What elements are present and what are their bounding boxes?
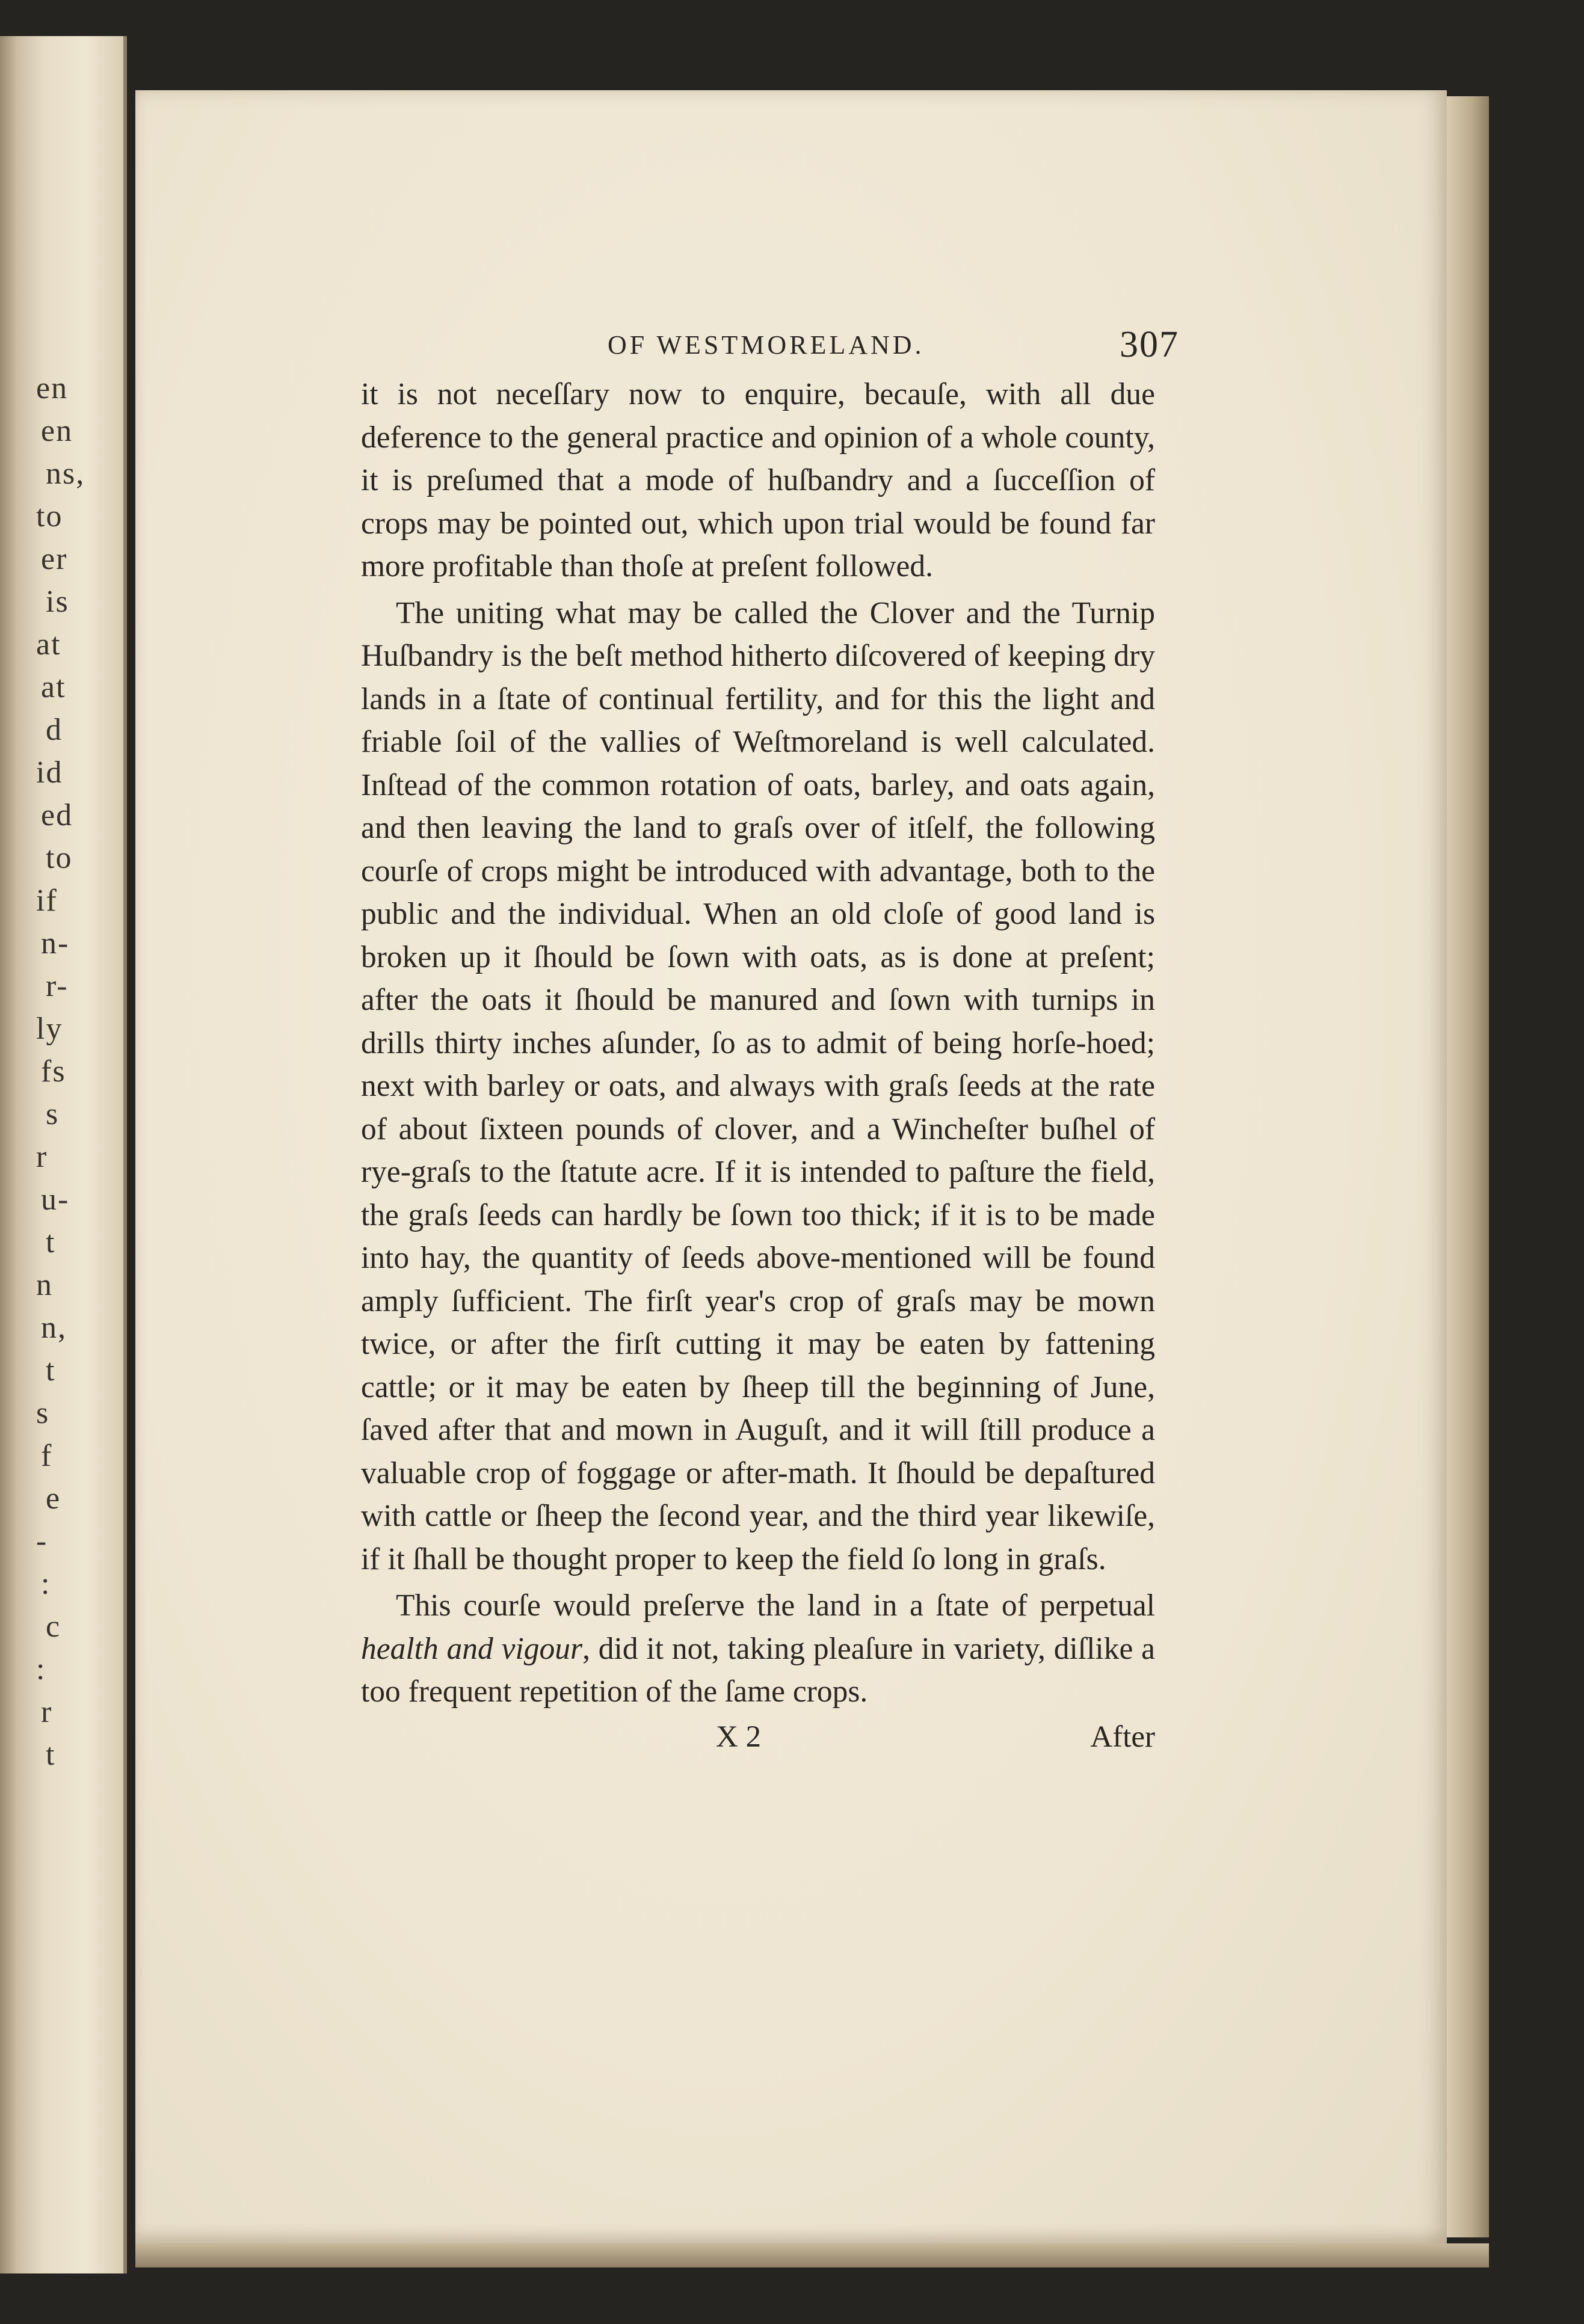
page-number: 307	[1120, 324, 1179, 365]
page-footer	[361, 1717, 1155, 1760]
left-page-fragment: ed	[41, 798, 73, 832]
left-page-fragment: e	[46, 1481, 61, 1516]
left-page-fragment: if	[36, 884, 58, 918]
left-page-fragment: t	[46, 1353, 56, 1388]
paragraph-3-italic: health and vigour	[361, 1631, 583, 1666]
left-facing-page	[0, 36, 127, 2273]
left-page-fragment: id	[36, 755, 63, 790]
running-head	[361, 319, 1179, 373]
paragraph-3	[361, 1584, 1155, 1714]
left-page-fragment: u-	[41, 1182, 70, 1217]
paragraph-2: The uniting what may be called the Clover and the Turnip Huſbandry is the beſt method hitherto diſcovered of keeping dry lands in a ſtate of continual fertility, and for this the light and friable ſoil of the vallies of Weſtmoreland is well calculated. Inſtead of the common rotation of oats, barley, and oats again, and then leaving the land to graſs over of itſelf, the following courſe of crops might be introduced with advantage, both to the public and the individual. When an old cloſe of good land is broken up it ſhould be ſown with oats, as is done at preſent; after the oats it ſhould be manured and ſown with turnips in drills thirty inches aſunder, ſo as to admit of being horſe-hoed; next with barley or oats, and always with graſs ſeeds at the rate of about ſixteen pounds of clover, and a Wincheſter buſhel of rye-graſs to the ſtatute acre. If it is intended to paſture the field, the graſs ſeeds can hardly be ſown too thick; if it is to be made into hay, the quantity of ſeeds above-mentioned will be found amply ſufficient. The firſt year's crop of graſs may be mown twice, or after the firſt cutting it may be eaten by fattening cattle; or it may be eaten by ſheep till the beginning of June, ſaved after that and mown in Auguſt, and it will ſtill produce a valuable crop of foggage or after-math. It ſhould be depaſtured with cattle or ſheep the ſecond year, and the third year likewiſe, if it ſhall be thought proper to keep the field ſo long in graſs.	[361, 595, 1155, 1576]
left-page-fragment: :	[41, 1567, 51, 1601]
running-title: OF WESTMORELAND.	[608, 330, 925, 360]
left-page-fragment: -	[36, 1524, 48, 1558]
left-page-fragment: r	[41, 1695, 53, 1729]
left-page-fragment: n-	[41, 926, 70, 961]
left-page-fragment: r	[36, 1140, 48, 1174]
left-page-fragment: s	[46, 1097, 60, 1131]
left-page-fragment: n,	[41, 1311, 67, 1345]
left-page-fragment: to	[36, 499, 63, 533]
left-page-fragment: n	[36, 1268, 53, 1302]
page-fore-edge	[1447, 96, 1489, 2237]
left-page-fragment: en	[36, 371, 69, 405]
paragraph-3-start: This courſe would preſerve the land in a ſtate of perpetual	[396, 1588, 1155, 1623]
binding-edge	[0, 36, 17, 2273]
left-page-fragment: :	[36, 1652, 46, 1686]
left-page-fragment: d	[46, 713, 63, 747]
left-page-fragment: f	[41, 1439, 53, 1473]
left-page-fragment: at	[41, 670, 66, 704]
left-page-fragment: en	[41, 414, 73, 448]
left-page-fragment: r-	[46, 969, 69, 1003]
left-page-fragment: t	[46, 1738, 56, 1772]
catchword: After	[1090, 1720, 1155, 1754]
left-page-fragment: ns,	[46, 456, 85, 491]
left-page-fragment: at	[36, 627, 61, 662]
left-page-fragment: t	[46, 1225, 56, 1259]
left-page-fragment: is	[46, 585, 69, 619]
left-page-fragment: er	[41, 542, 68, 576]
left-page-fragment: fs	[41, 1054, 66, 1089]
paragraph-1: it is not neceſſary now to enquire, becauſe, with all due deference to the general practice and opinion of a whole county, it is preſumed that a mode of huſbandry and a ſucceſſion of crops may be pointed out, which upon trial would be found far more profitable than thoſe at preſent followed.	[361, 377, 1155, 583]
paragraph-3-end: , did it not, taking pleaſure in variety, diſlike a too frequent repetition of the ſame crops.	[361, 1631, 1155, 1709]
page-text-block	[361, 319, 1179, 1760]
signature-mark: X 2	[716, 1720, 762, 1754]
left-page-fragment: ly	[36, 1012, 63, 1046]
left-page-fragment: s	[36, 1396, 50, 1430]
left-page-fragment: c	[46, 1609, 61, 1644]
page-bottom-edge	[135, 2243, 1489, 2267]
left-page-fragment: to	[46, 841, 73, 875]
